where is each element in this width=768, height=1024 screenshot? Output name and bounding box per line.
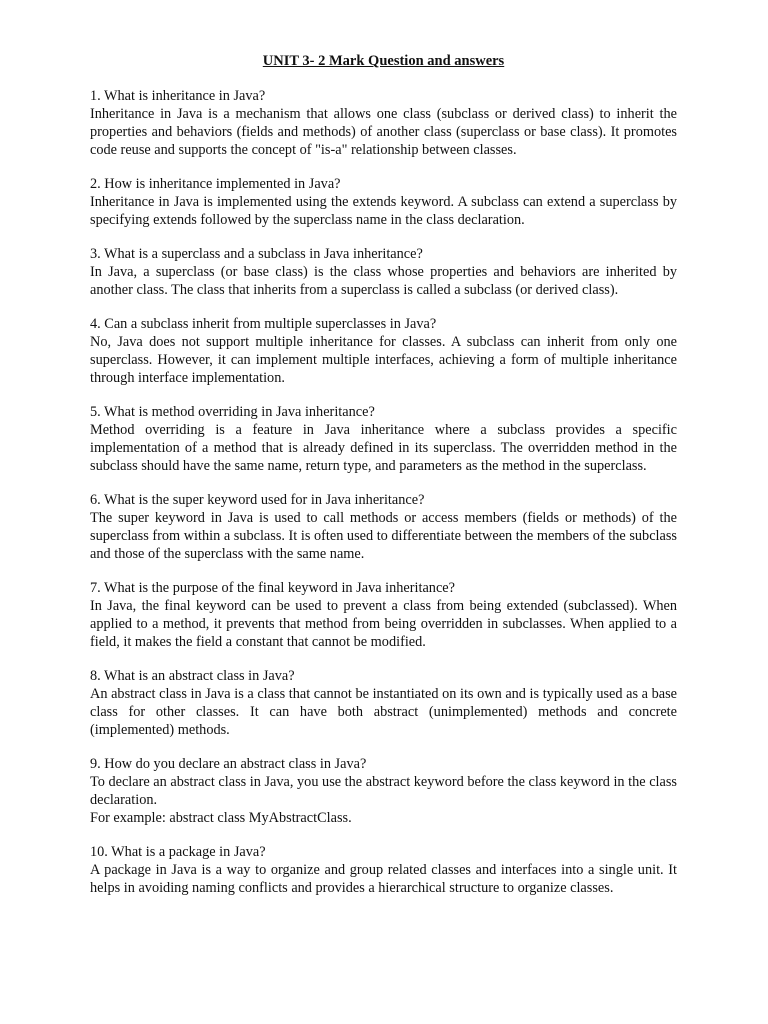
qa-item-8 xyxy=(90,667,677,739)
answer-text: Method overriding is a feature in Java inheritance where a subclass provides a specific implementation of a method that is already defined in its superclass. The overridden method in the subclass should have the same name, return type, and parameters as the method in the superclass. xyxy=(90,422,677,474)
answer-text: The super keyword in Java is used to call methods or access members (fields or methods) of the superclass from within a subclass. It is often used to differentiate between the members of the subclass and those of the superclass with the same name. xyxy=(90,510,677,562)
example-text: For example: abstract class MyAbstractClass. xyxy=(90,810,352,826)
document-page xyxy=(90,52,677,913)
question-text: 4. Can a subclass inherit from multiple superclasses in Java? xyxy=(90,316,437,332)
qa-item-5 xyxy=(90,403,677,475)
answer-text: In Java, the final keyword can be used to prevent a class from being extended (subclassed). When applied to a method, it prevents that method from being overridden in subclasses. When applied to a field, it makes the field a constant that cannot be modified. xyxy=(90,598,677,650)
answer-text: An abstract class in Java is a class that cannot be instantiated on its own and is typically used as a base class for other classes. It can have both abstract (unimplemented) methods and concrete (implemented) methods. xyxy=(90,686,677,738)
qa-item-3 xyxy=(90,245,677,299)
question-text: 1. What is inheritance in Java? xyxy=(90,88,266,104)
qa-item-6 xyxy=(90,491,677,563)
qa-item-2 xyxy=(90,175,677,229)
answer-text: No, Java does not support multiple inheritance for classes. A subclass can inherit from only one superclass. However, it can implement multiple interfaces, achieving a form of multiple inheritance through interface implementation. xyxy=(90,334,677,386)
question-text: 10. What is a package in Java? xyxy=(90,844,266,860)
question-text: 9. How do you declare an abstract class in Java? xyxy=(90,756,367,772)
answer-text: Inheritance in Java is a mechanism that allows one class (subclass or derived class) to inherit the properties and behaviors (fields and methods) of another class (superclass or base class). It promotes code reuse and supports the concept of "is-a" relationship between classes. xyxy=(90,106,677,158)
qa-item-10 xyxy=(90,843,677,897)
qa-item-4 xyxy=(90,315,677,387)
qa-item-7 xyxy=(90,579,677,651)
qa-item-1 xyxy=(90,87,677,159)
question-text: 8. What is an abstract class in Java? xyxy=(90,668,295,684)
document-title: UNIT 3- 2 Mark Question and answers xyxy=(262,53,505,69)
answer-text: In Java, a superclass (or base class) is the class whose properties and behaviors are inherited by another class. The class that inherits from a superclass is called a subclass (or derived class). xyxy=(90,264,677,298)
question-text: 7. What is the purpose of the final keyword in Java inheritance? xyxy=(90,580,455,596)
answer-text: To declare an abstract class in Java, you use the abstract keyword before the class keyword in the class declaration. xyxy=(90,774,677,808)
question-text: 5. What is method overriding in Java inheritance? xyxy=(90,404,375,420)
qa-item-9 xyxy=(90,755,677,827)
question-text: 2. How is inheritance implemented in Java? xyxy=(90,176,341,192)
answer-text: A package in Java is a way to organize and group related classes and interfaces into a single unit. It helps in avoiding naming conflicts and provides a hierarchical structure to organize classes. xyxy=(90,862,677,896)
question-text: 3. What is a superclass and a subclass in Java inheritance? xyxy=(90,246,423,262)
answer-text: Inheritance in Java is implemented using the extends keyword. A subclass can extend a superclass by specifying extends followed by the superclass name in the class declaration. xyxy=(90,194,677,228)
question-text: 6. What is the super keyword used for in Java inheritance? xyxy=(90,492,425,508)
